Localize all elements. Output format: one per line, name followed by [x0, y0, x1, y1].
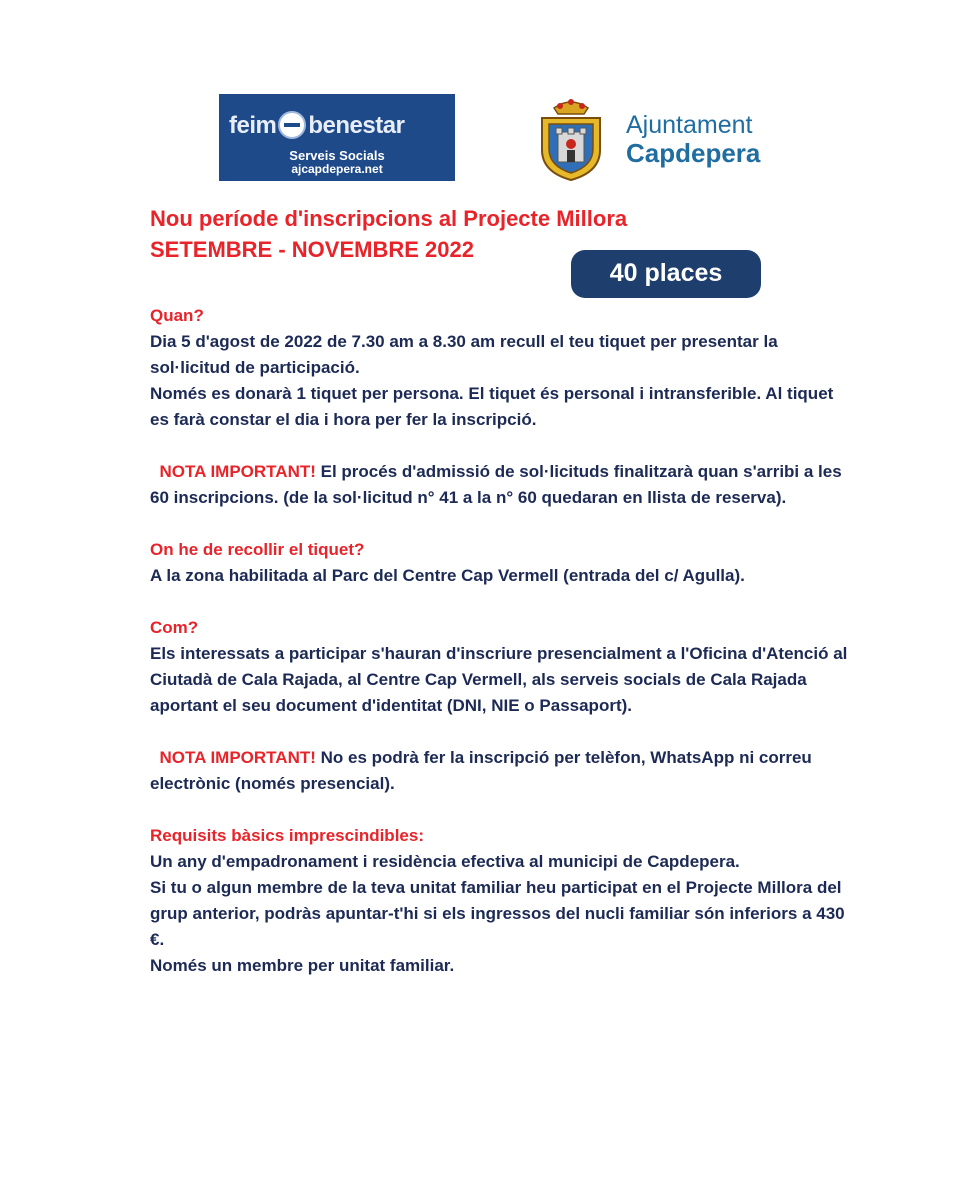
requisits-heading: Requisits bàsics imprescindibles:: [150, 826, 424, 845]
feim-subtitle: Serveis Socials: [289, 148, 385, 163]
ajuntament-logo-text: [626, 112, 760, 168]
places-badge: 40 places: [571, 250, 761, 298]
requisits-paragraph-3: Només un membre per unitat familiar.: [150, 956, 455, 975]
com-paragraph: Els interessats a participar s'hauran d'inscriure presencialment a l'Oficina d'Atenció al Ciutadà de Cala Rajada, al Centre Cap Vermell, als serveis socials de Cala Rajada aportant el seu document d'identitat (DNI, NIE o Passaport).: [150, 644, 848, 715]
page-title: [150, 203, 627, 265]
title-line-2: SETEMBRE - NOVEMBRE 2022: [150, 237, 474, 262]
nota-text-2: No es podrà fer la inscripció per telèfon, WhatsApp ni correu electrònic (només presencial).: [150, 748, 812, 793]
nota-label-2: NOTA IMPORTANT!: [159, 748, 316, 767]
quan-heading: Quan?: [150, 306, 204, 325]
capdepera-label: Capdepera: [626, 138, 761, 168]
benestar-word: benestar: [308, 112, 405, 139]
nota-label-1: NOTA IMPORTANT!: [159, 462, 316, 481]
nota-text-1: El procés d'admissió de sol·licituds finalitzarà quan s'arribi a les 60 inscripcions. (de la sol·licitud n° 41 a la n° 60 quedaran en llista de reserva).: [150, 462, 842, 507]
feim-website: ajcapdepera.net: [291, 162, 383, 176]
feim-word: feim: [229, 112, 277, 139]
ajuntament-label: Ajuntament: [626, 111, 753, 139]
main-content: [150, 303, 850, 979]
on-paragraph: A la zona habilitada al Parc del Centre Cap Vermell (entrada del c/ Agulla).: [150, 566, 745, 585]
quan-paragraph-2: Només es donarà 1 tiquet per persona. El tiquet és personal i intransferible. Al tiquet es farà constar el dia i hora per fer la inscripció.: [150, 384, 834, 429]
feim-benestar-logo: [219, 94, 455, 181]
globe-icon: [278, 111, 306, 139]
feim-benestar-wordmark: [229, 112, 404, 141]
title-line-1: Nou període d'inscripcions al Projecte Millora: [150, 206, 628, 231]
quan-paragraph-1: Dia 5 d'agost de 2022 de 7.30 am a 8.30 am recull el teu tiquet per presentar la sol·licitud de participació.: [150, 332, 778, 377]
nota-important-2: [150, 745, 850, 797]
coat-of-arms-icon: [536, 98, 606, 182]
com-heading: Com?: [150, 618, 199, 637]
requisits-paragraph-2: Si tu o algun membre de la teva unitat familiar heu participat en el Projecte Millora del grup anterior, podràs apuntar-t'hi si els ingressos del nucli familiar són inferiors a 430 €.: [150, 878, 845, 949]
requisits-paragraph-1: Un any d'empadronament i residència efectiva al municipi de Capdepera.: [150, 852, 740, 871]
on-heading: On he de recollir el tiquet?: [150, 540, 365, 559]
nota-important-1: [150, 459, 850, 511]
